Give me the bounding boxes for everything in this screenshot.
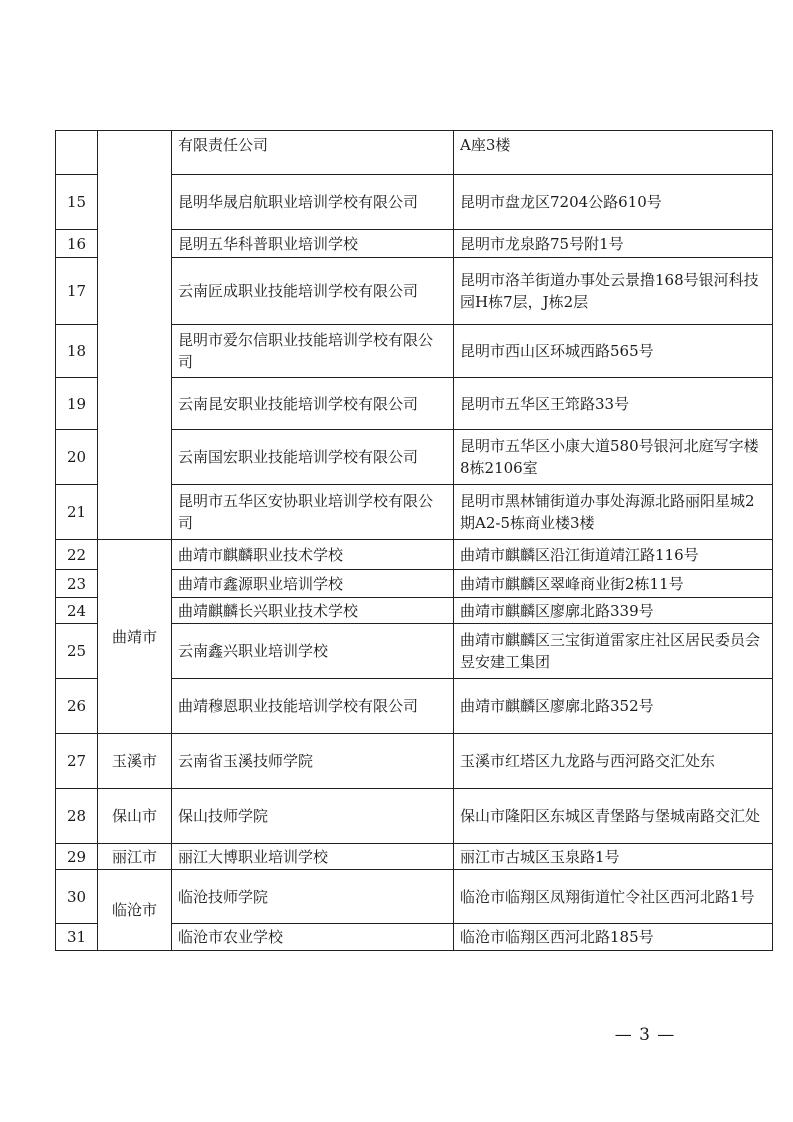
school-address: 临沧市临翔区西河北路185号 <box>454 924 773 951</box>
school-address: 曲靖市麒麟区三宝街道雷家庄社区居民委员会昱安建工集团 <box>454 624 773 679</box>
school-name: 曲靖穆恩职业技能培训学校有限公司 <box>172 679 454 734</box>
city-cell <box>98 131 172 540</box>
school-name: 昆明市爱尔信职业技能培训学校有限公司 <box>172 325 454 378</box>
table-row <box>56 789 773 844</box>
table-row <box>56 844 773 870</box>
row-number <box>56 131 98 175</box>
school-name: 昆明五华科普职业培训学校 <box>172 230 454 258</box>
school-address: 曲靖市麒麟区翠峰商业街2栋11号 <box>454 570 773 598</box>
table-row <box>56 734 773 789</box>
city-cell: 保山市 <box>98 789 172 844</box>
city-cell: 临沧市 <box>98 870 172 951</box>
row-number: 18 <box>56 325 98 378</box>
row-number: 31 <box>56 924 98 951</box>
school-name: 云南昆安职业技能培训学校有限公司 <box>172 378 454 430</box>
school-address: 昆明市黑林铺街道办事处海源北路丽阳星城2期A2-5栋商业楼3楼 <box>454 485 773 540</box>
school-name: 丽江大博职业培训学校 <box>172 844 454 870</box>
row-number: 20 <box>56 430 98 485</box>
school-address: 昆明市盘龙区7204公路610号 <box>454 175 773 230</box>
city-cell: 曲靖市 <box>98 540 172 734</box>
school-name: 曲靖市鑫源职业培训学校 <box>172 570 454 598</box>
school-name: 云南省玉溪技师学院 <box>172 734 454 789</box>
school-address: 曲靖市麒麟区沿江街道靖江路116号 <box>454 540 773 570</box>
row-number: 27 <box>56 734 98 789</box>
school-name: 昆明市五华区安协职业培训学校有限公司 <box>172 485 454 540</box>
school-address: 丽江市古城区玉泉路1号 <box>454 844 773 870</box>
school-name: 云南鑫兴职业培训学校 <box>172 624 454 679</box>
row-number: 23 <box>56 570 98 598</box>
school-address: 玉溪市红塔区九龙路与西河路交汇处东 <box>454 734 773 789</box>
row-number: 17 <box>56 258 98 325</box>
row-number: 22 <box>56 540 98 570</box>
row-number: 24 <box>56 598 98 624</box>
school-address: 曲靖市麒麟区廖廓北路339号 <box>454 598 773 624</box>
school-name: 有限责任公司 <box>172 131 454 175</box>
school-name: 保山技师学院 <box>172 789 454 844</box>
row-number: 29 <box>56 844 98 870</box>
table-row <box>56 870 773 924</box>
school-address: 昆明市五华区王筇路33号 <box>454 378 773 430</box>
row-number: 15 <box>56 175 98 230</box>
school-name: 临沧市农业学校 <box>172 924 454 951</box>
city-cell: 丽江市 <box>98 844 172 870</box>
row-number: 19 <box>56 378 98 430</box>
school-name: 曲靖市麒麟职业技术学校 <box>172 540 454 570</box>
row-number: 28 <box>56 789 98 844</box>
school-address: 曲靖市麒麟区廖廓北路352号 <box>454 679 773 734</box>
row-number: 30 <box>56 870 98 924</box>
schools-table <box>55 130 773 951</box>
city-cell: 玉溪市 <box>98 734 172 789</box>
school-address: 昆明市五华区小康大道580号银河北庭写字楼8栋2106室 <box>454 430 773 485</box>
school-address: 临沧市临翔区凤翔街道忙令社区西河北路1号 <box>454 870 773 924</box>
table-row <box>56 131 773 175</box>
school-address: 保山市隆阳区东城区青堡路与堡城南路交汇处 <box>454 789 773 844</box>
table-row <box>56 540 773 570</box>
school-address: 昆明市洛羊街道办事处云景撸168号银河科技园H栋7层，J栋2层 <box>454 258 773 325</box>
school-name: 临沧技师学院 <box>172 870 454 924</box>
row-number: 26 <box>56 679 98 734</box>
row-number: 25 <box>56 624 98 679</box>
school-name: 昆明华晟启航职业培训学校有限公司 <box>172 175 454 230</box>
school-address: A座3楼 <box>454 131 773 175</box>
page-number: — 3 — <box>614 1025 676 1045</box>
school-name: 云南国宏职业技能培训学校有限公司 <box>172 430 454 485</box>
school-address: 昆明市龙泉路75号附1号 <box>454 230 773 258</box>
row-number: 21 <box>56 485 98 540</box>
school-name: 曲靖麒麟长兴职业技术学校 <box>172 598 454 624</box>
school-name: 云南匠成职业技能培训学校有限公司 <box>172 258 454 325</box>
school-address: 昆明市西山区环城西路565号 <box>454 325 773 378</box>
row-number: 16 <box>56 230 98 258</box>
